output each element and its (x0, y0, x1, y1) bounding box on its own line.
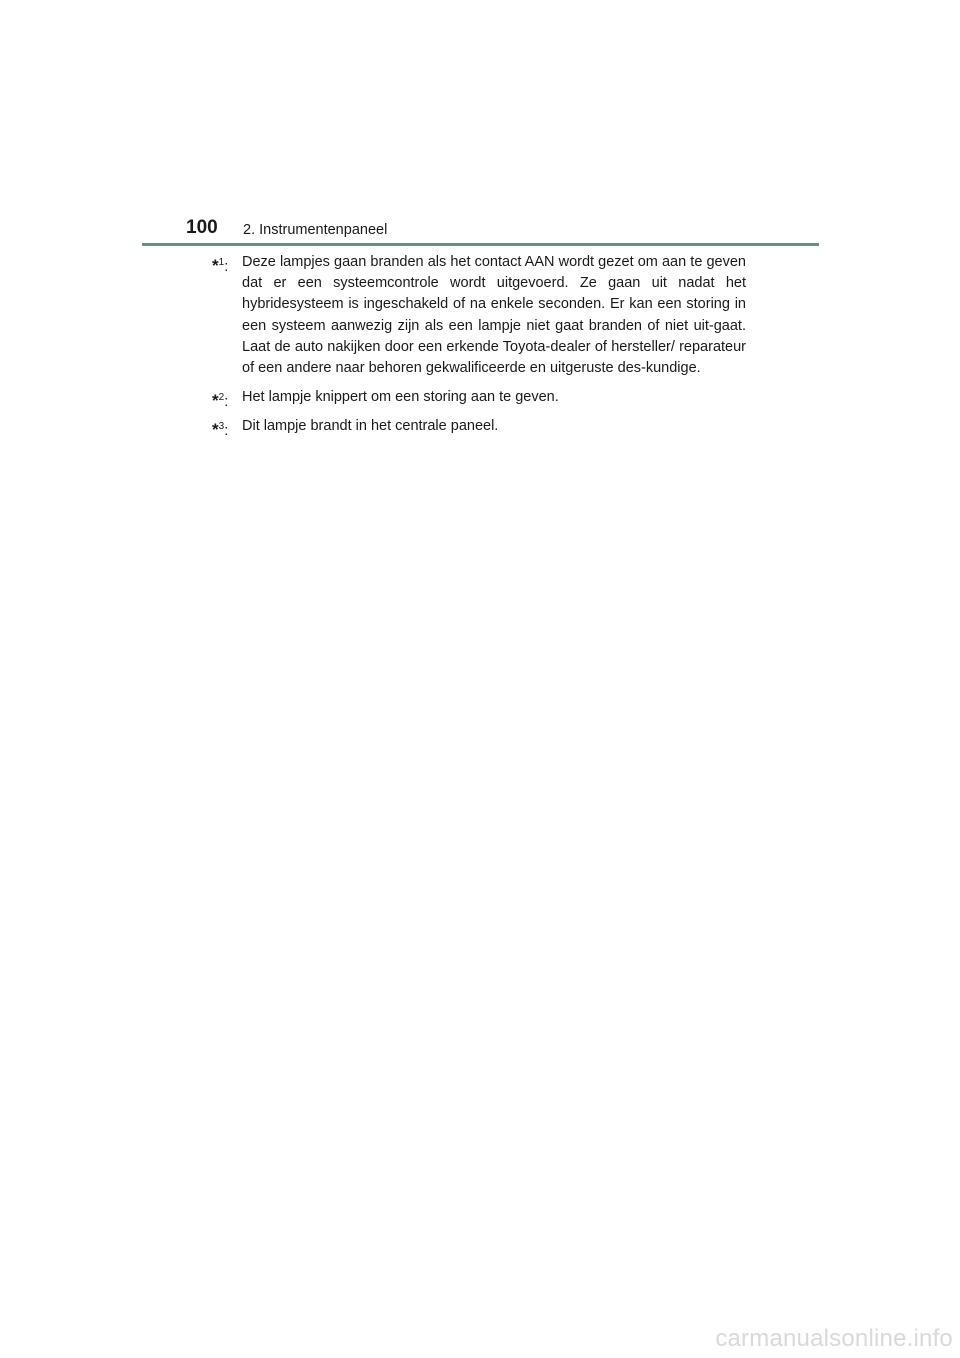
header-divider (142, 243, 819, 246)
footnote-text: Het lampje knippert om een storing aan te geven. (242, 389, 559, 406)
page-header (0, 0, 960, 250)
footnote-text: Deze lampjes gaan branden als het contact AAN wordt gezet om aan te geven dat er een systeemcontrole wordt uitgevoerd. Ze gaan uit nadat het hybridesysteem is ingeschakeld of na enkele seconden. Er kan een storing in een systeem aanwezig zijn als een lampje niet gaat branden of niet uit-gaat. Laat de auto nakijken door een erkende Toyota-dealer of hersteller/ reparateur of een andere naar behoren gekwalificeerde en uitgeruste des-kundige. (242, 254, 746, 377)
section-title: 2. Instrumentenpaneel (243, 222, 388, 238)
footnote-marker: *$^1$: (212, 256, 229, 275)
footnote-number: 3 (218, 421, 225, 433)
page-number: 100 (186, 217, 218, 238)
footnote-number: 2 (218, 392, 225, 404)
footnote-2 (212, 387, 746, 411)
watermark-text: carmanualsonline.info (715, 1325, 953, 1352)
footnote-marker: *$^3$: (212, 420, 229, 440)
footnotes (212, 252, 746, 446)
footnote-1 (212, 252, 746, 379)
footnote-3 (212, 416, 746, 440)
footnote-text: Dit lampje brandt in het centrale paneel. (242, 418, 499, 435)
asterisk-symbol: * (212, 420, 219, 440)
footnote-number: 1 (218, 257, 225, 268)
asterisk-symbol: * (212, 391, 219, 411)
asterisk-symbol: * (212, 256, 219, 275)
footnote-marker: *$^2$: (212, 391, 229, 411)
